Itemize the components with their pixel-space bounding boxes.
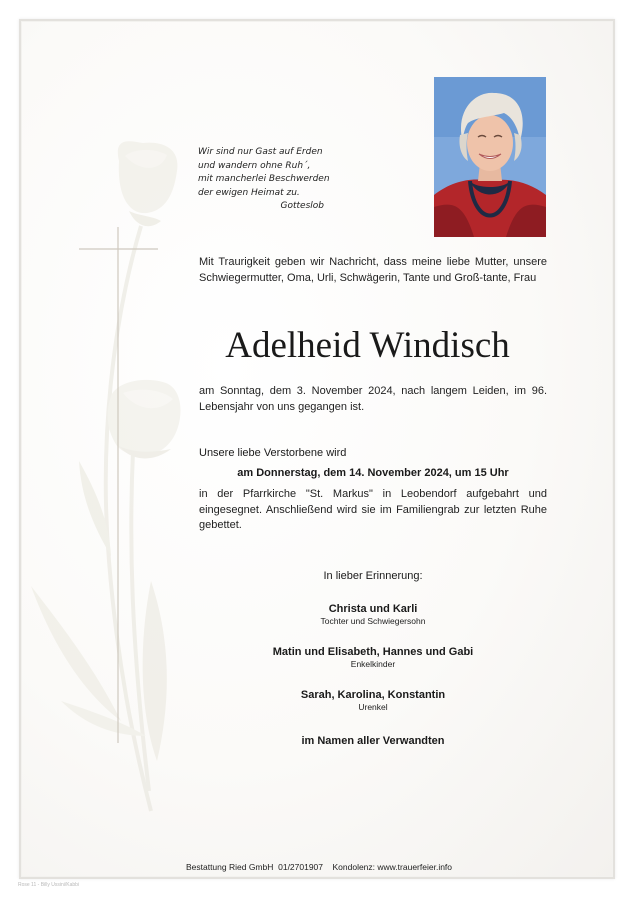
mourner-relation: Enkelkinder bbox=[350, 659, 396, 669]
poem-author: Gotteslob bbox=[280, 201, 324, 211]
mourner-name: Christa und Karli bbox=[328, 603, 418, 615]
death-details: am Sonntag, dem 3. November 2024, nach langem Leiden, im 96. Lebensjahr von uns gegangen ist. bbox=[199, 385, 547, 413]
mourner-entry bbox=[199, 645, 547, 670]
portrait-photo bbox=[434, 77, 546, 237]
memory-heading: In lieber Erinnerung: bbox=[323, 570, 423, 582]
poem-line: mit mancherlei Beschwerden bbox=[198, 174, 330, 184]
deceased-name: Adelheid Windisch bbox=[225, 325, 510, 366]
closing-line: im Namen aller Verwandten bbox=[301, 735, 445, 747]
poem-line: Wir sind nur Gast auf Erden bbox=[198, 147, 323, 157]
funeral-lead: Unsere liebe Verstorbene wird bbox=[199, 447, 347, 459]
footer-phone: 01/2701907 bbox=[278, 862, 324, 872]
mourner-entry bbox=[199, 688, 547, 713]
mourner-relation: Urenkel bbox=[358, 702, 388, 712]
footer-condolence: Kondolenz: www.trauerfeier.info bbox=[332, 862, 453, 872]
funeral-place: in der Pfarrkirche "St. Markus" in Leobendorf aufgebahrt und eingesegnet. Anschließend wird sie im Familiengrab zur letzten Ruhe gebettet. bbox=[199, 488, 547, 531]
announcement-intro: Mit Traurigkeit geben wir Nachricht, dass meine liebe Mutter, unsere Schwiegermutter, Oma, Urli, Schwägerin, Tante und Groß-tante, Frau bbox=[199, 256, 547, 284]
mourner-entry bbox=[199, 602, 547, 627]
mourner-name: Sarah, Karolina, Konstantin bbox=[300, 689, 446, 701]
portrait-illustration bbox=[434, 77, 546, 237]
funeral-date: am Donnerstag, dem 14. November 2024, um 15 Uhr bbox=[237, 467, 509, 479]
poem bbox=[198, 146, 338, 214]
notice-card bbox=[19, 19, 615, 879]
mourner-name: Matin und Elisabeth, Hannes und Gabi bbox=[272, 646, 474, 658]
poem-line: der ewigen Heimat zu. bbox=[198, 187, 300, 198]
footer bbox=[21, 861, 615, 873]
footer-company: Bestattung Ried GmbH bbox=[185, 862, 274, 872]
image-credit: Rose 11 - Billy Ussini/Kabbi bbox=[18, 882, 80, 888]
mourner-relation: Tochter und Schwiegersohn bbox=[320, 616, 426, 626]
poem-line: und wandern ohne Ruh´, bbox=[198, 160, 311, 171]
